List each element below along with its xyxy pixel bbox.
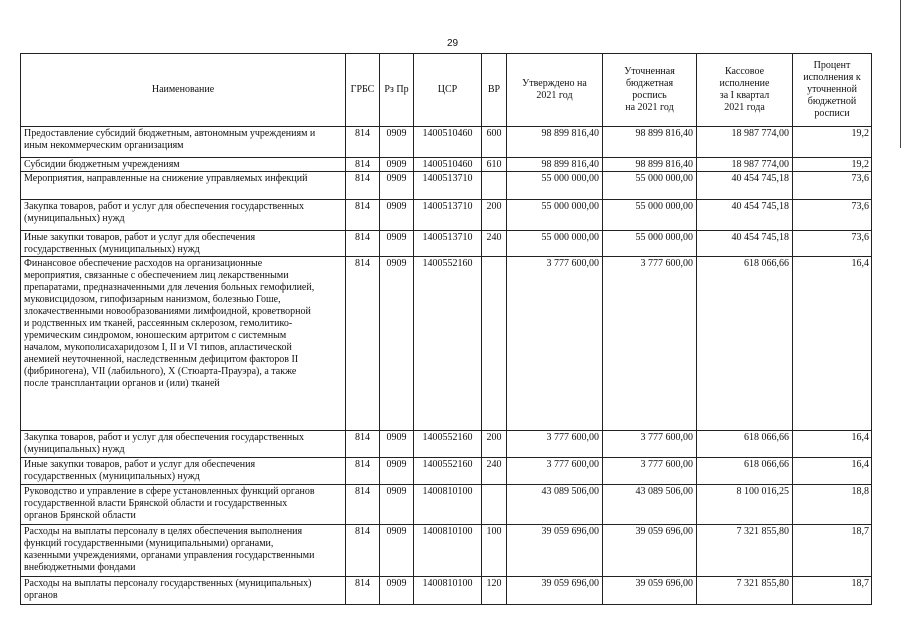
row-name-line: Закупка товаров, работ и услуг для обеспечения государственных bbox=[24, 432, 305, 443]
row-name-line: Закупка товаров, работ и услуг для обеспечения государственных bbox=[24, 201, 305, 212]
page-edge-line bbox=[900, 0, 901, 148]
row-name-line: Предоставление субсидий бюджетным, автономным учреждениям и bbox=[24, 128, 316, 139]
row-rzpr-cell: 0909 bbox=[380, 231, 414, 257]
row-approved-cell: 39 059 696,00 bbox=[507, 577, 603, 605]
row-name-line: органов bbox=[24, 590, 58, 601]
row-name-line: Финансовое обеспечение расходов на организационные bbox=[24, 258, 263, 269]
row-cash-cell: 18 987 774,00 bbox=[697, 158, 793, 172]
row-name-line: муковисцидозом, гипофизарным нанизмом, болезнью Гоше, bbox=[24, 294, 281, 305]
row-name-line: после трансплантации органов и (или) тканей bbox=[24, 378, 220, 389]
row-rzpr-cell: 0909 bbox=[380, 577, 414, 605]
table-row bbox=[21, 231, 872, 257]
row-approved-cell: 55 000 000,00 bbox=[507, 172, 603, 200]
row-name-line: Расходы на выплаты персоналу государственных (муниципальных) bbox=[24, 578, 312, 589]
row-grbs-cell: 814 bbox=[346, 172, 380, 200]
row-approved-cell: 39 059 696,00 bbox=[507, 525, 603, 577]
row-approved-cell: 43 089 506,00 bbox=[507, 485, 603, 525]
row-name-cell bbox=[21, 485, 346, 525]
row-cash-cell: 8 100 016,25 bbox=[697, 485, 793, 525]
row-name-cell bbox=[21, 431, 346, 458]
row-vr-cell: 610 bbox=[482, 158, 507, 172]
table-row bbox=[21, 172, 872, 200]
row-name-line: злокачественными новообразованиями лимфоидной, кроветворной bbox=[24, 306, 311, 317]
row-rzpr-cell: 0909 bbox=[380, 158, 414, 172]
row-name-line: государственных (муниципальных) нужд bbox=[24, 471, 200, 482]
row-rzpr-cell: 0909 bbox=[380, 172, 414, 200]
row-approved-cell: 55 000 000,00 bbox=[507, 200, 603, 231]
row-rzpr-cell: 0909 bbox=[380, 200, 414, 231]
row-name-cell bbox=[21, 257, 346, 431]
row-vr-cell bbox=[482, 172, 507, 200]
header-name: Наименование bbox=[21, 54, 346, 127]
row-grbs-cell: 814 bbox=[346, 577, 380, 605]
row-name-cell bbox=[21, 231, 346, 257]
header-row bbox=[21, 54, 872, 127]
row-name-cell bbox=[21, 458, 346, 485]
row-percent-cell: 19,2 bbox=[793, 127, 872, 158]
row-refined-cell: 55 000 000,00 bbox=[603, 172, 697, 200]
budget-table bbox=[20, 53, 872, 605]
row-cash-cell: 40 454 745,18 bbox=[697, 172, 793, 200]
row-refined-cell: 43 089 506,00 bbox=[603, 485, 697, 525]
row-rzpr-cell: 0909 bbox=[380, 525, 414, 577]
table-row bbox=[21, 525, 872, 577]
row-cash-cell: 40 454 745,18 bbox=[697, 231, 793, 257]
row-grbs-cell: 814 bbox=[346, 231, 380, 257]
row-approved-cell: 98 899 816,40 bbox=[507, 127, 603, 158]
row-vr-cell: 240 bbox=[482, 231, 507, 257]
row-vr-cell: 200 bbox=[482, 431, 507, 458]
row-approved-cell: 98 899 816,40 bbox=[507, 158, 603, 172]
table-row bbox=[21, 431, 872, 458]
row-refined-cell: 39 059 696,00 bbox=[603, 577, 697, 605]
table-row bbox=[21, 127, 872, 158]
row-grbs-cell: 814 bbox=[346, 158, 380, 172]
table-body bbox=[21, 127, 872, 605]
row-refined-cell: 98 899 816,40 bbox=[603, 158, 697, 172]
row-cash-cell: 7 321 855,80 bbox=[697, 525, 793, 577]
row-csr-cell: 1400552160 bbox=[414, 257, 482, 431]
row-vr-cell: 600 bbox=[482, 127, 507, 158]
row-csr-cell: 1400513710 bbox=[414, 200, 482, 231]
row-cash-cell: 18 987 774,00 bbox=[697, 127, 793, 158]
row-refined-cell: 3 777 600,00 bbox=[603, 458, 697, 485]
row-csr-cell: 1400513710 bbox=[414, 231, 482, 257]
row-refined-cell: 98 899 816,40 bbox=[603, 127, 697, 158]
row-cash-cell: 618 066,66 bbox=[697, 257, 793, 431]
row-csr-cell: 1400513710 bbox=[414, 172, 482, 200]
row-approved-cell: 3 777 600,00 bbox=[507, 431, 603, 458]
row-vr-cell bbox=[482, 485, 507, 525]
row-percent-cell: 18,7 bbox=[793, 577, 872, 605]
header-percent: Процент исполнения к уточненной бюджетной росписи bbox=[793, 54, 872, 127]
row-name-line: (муниципальных) нужд bbox=[24, 444, 125, 455]
row-csr-cell: 1400810100 bbox=[414, 577, 482, 605]
row-refined-cell: 3 777 600,00 bbox=[603, 431, 697, 458]
row-name-line: Иные закупки товаров, работ и услуг для обеспечения bbox=[24, 459, 256, 470]
row-vr-cell: 120 bbox=[482, 577, 507, 605]
row-percent-cell: 16,4 bbox=[793, 431, 872, 458]
header-vr: ВР bbox=[482, 54, 507, 127]
header-grbs: ГРБС bbox=[346, 54, 380, 127]
row-rzpr-cell: 0909 bbox=[380, 431, 414, 458]
row-approved-cell: 55 000 000,00 bbox=[507, 231, 603, 257]
row-name-line: Расходы на выплаты персоналу в целях обеспечения выполнения bbox=[24, 526, 303, 537]
row-name-line: и родственных им тканей, рассеянным склерозом, гемолитико- bbox=[24, 318, 293, 329]
row-name-line: уремическим синдромом, юношеским артритом с системным bbox=[24, 330, 287, 341]
row-cash-cell: 7 321 855,80 bbox=[697, 577, 793, 605]
row-name-line: (фибриногена), VII (лабильного), X (Стюарта-Прауэра), а также bbox=[24, 366, 297, 377]
row-percent-cell: 73,6 bbox=[793, 172, 872, 200]
row-grbs-cell: 814 bbox=[346, 525, 380, 577]
table-row bbox=[21, 485, 872, 525]
row-percent-cell: 19,2 bbox=[793, 158, 872, 172]
row-rzpr-cell: 0909 bbox=[380, 127, 414, 158]
row-name-cell bbox=[21, 127, 346, 158]
row-approved-cell: 3 777 600,00 bbox=[507, 257, 603, 431]
row-name-line: иным некоммерческим организациям bbox=[24, 140, 184, 151]
row-percent-cell: 18,8 bbox=[793, 485, 872, 525]
row-name-line: началом, мукополисахаридозом I, II и VI типов, апластической bbox=[24, 342, 292, 353]
row-name-line: препаратами, предназначенными для лечения больных гемофилией, bbox=[24, 282, 315, 293]
row-name-line: казенными учреждениями, органами управления государственными bbox=[24, 550, 315, 561]
row-csr-cell: 1400810100 bbox=[414, 485, 482, 525]
row-refined-cell: 55 000 000,00 bbox=[603, 231, 697, 257]
row-percent-cell: 18,7 bbox=[793, 525, 872, 577]
row-grbs-cell: 814 bbox=[346, 257, 380, 431]
row-grbs-cell: 814 bbox=[346, 200, 380, 231]
row-csr-cell: 1400552160 bbox=[414, 431, 482, 458]
table-row bbox=[21, 257, 872, 431]
row-vr-cell bbox=[482, 257, 507, 431]
table-row bbox=[21, 577, 872, 605]
table-row bbox=[21, 200, 872, 231]
row-name-line: Мероприятия, направленные на снижение управляемых инфекций bbox=[24, 173, 308, 184]
row-vr-cell: 240 bbox=[482, 458, 507, 485]
row-name-cell bbox=[21, 172, 346, 200]
row-name-cell bbox=[21, 525, 346, 577]
row-name-line: внебюджетными фондами bbox=[24, 562, 136, 573]
row-name-line: Иные закупки товаров, работ и услуг для обеспечения bbox=[24, 232, 256, 243]
header-csr: ЦСР bbox=[414, 54, 482, 127]
table-row bbox=[21, 158, 872, 172]
row-grbs-cell: 814 bbox=[346, 458, 380, 485]
row-name-cell bbox=[21, 200, 346, 231]
row-rzpr-cell: 0909 bbox=[380, 485, 414, 525]
row-csr-cell: 1400810100 bbox=[414, 525, 482, 577]
header-refined: Уточненная бюджетная роспись на 2021 год bbox=[603, 54, 697, 127]
row-cash-cell: 40 454 745,18 bbox=[697, 200, 793, 231]
row-csr-cell: 1400510460 bbox=[414, 127, 482, 158]
page-number: 29 bbox=[446, 38, 459, 49]
row-rzpr-cell: 0909 bbox=[380, 458, 414, 485]
row-rzpr-cell: 0909 bbox=[380, 257, 414, 431]
row-name-cell bbox=[21, 158, 346, 172]
header-cash: Кассовое исполнение за I квартал 2021 года bbox=[697, 54, 793, 127]
table-row bbox=[21, 458, 872, 485]
row-csr-cell: 1400510460 bbox=[414, 158, 482, 172]
row-percent-cell: 16,4 bbox=[793, 458, 872, 485]
row-name-cell bbox=[21, 577, 346, 605]
row-percent-cell: 73,6 bbox=[793, 200, 872, 231]
row-percent-cell: 73,6 bbox=[793, 231, 872, 257]
row-percent-cell: 16,4 bbox=[793, 257, 872, 431]
row-vr-cell: 100 bbox=[482, 525, 507, 577]
row-name-line: мероприятия, связанные с обеспечением лиц лекарственными bbox=[24, 270, 289, 281]
row-grbs-cell: 814 bbox=[346, 485, 380, 525]
row-name-line: государственной власти Брянской области и государственных bbox=[24, 498, 288, 509]
row-cash-cell: 618 066,66 bbox=[697, 458, 793, 485]
row-name-line: анемией неуточненной, наследственным дефицитом факторов II bbox=[24, 354, 299, 365]
row-refined-cell: 3 777 600,00 bbox=[603, 257, 697, 431]
header-approved: Утверждено на 2021 год bbox=[507, 54, 603, 127]
row-name-line: (муниципальных) нужд bbox=[24, 213, 125, 224]
row-csr-cell: 1400552160 bbox=[414, 458, 482, 485]
row-vr-cell: 200 bbox=[482, 200, 507, 231]
row-name-line: государственных (муниципальных) нужд bbox=[24, 244, 200, 255]
row-name-line: функций государственными (муниципальными) органами, bbox=[24, 538, 274, 549]
row-name-line: Субсидии бюджетным учреждениям bbox=[24, 159, 180, 170]
row-cash-cell: 618 066,66 bbox=[697, 431, 793, 458]
row-grbs-cell: 814 bbox=[346, 127, 380, 158]
row-approved-cell: 3 777 600,00 bbox=[507, 458, 603, 485]
row-refined-cell: 55 000 000,00 bbox=[603, 200, 697, 231]
row-grbs-cell: 814 bbox=[346, 431, 380, 458]
row-refined-cell: 39 059 696,00 bbox=[603, 525, 697, 577]
row-name-line: Руководство и управление в сфере установленных функций органов bbox=[24, 486, 315, 497]
row-name-line: органов Брянской области bbox=[24, 510, 136, 521]
header-rzpr: Рз Пр bbox=[380, 54, 414, 127]
